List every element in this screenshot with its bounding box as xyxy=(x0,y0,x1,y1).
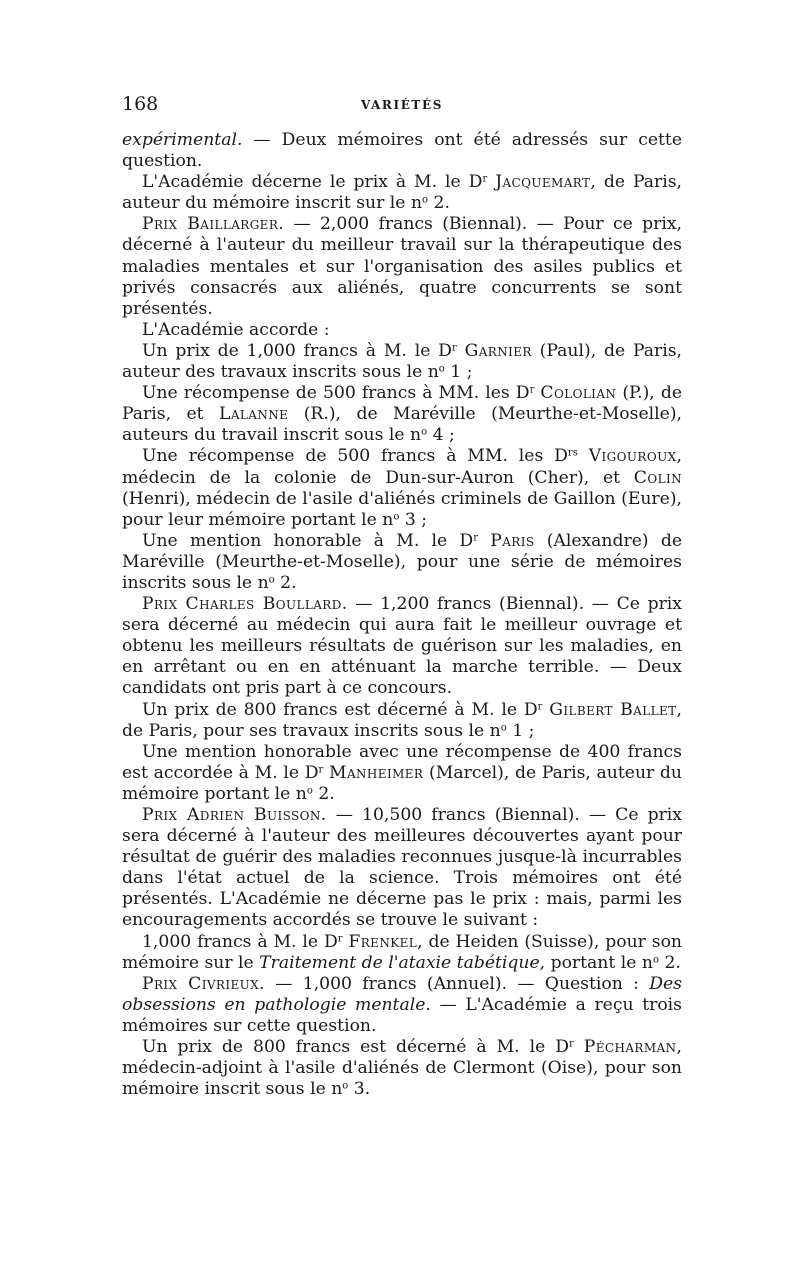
text-run: — 2,000 francs (Biennal). — Pour ce prix, décerné à l'auteur du meilleur travail sur la thérapeutique des maladies mentales et sur l'organisation des asiles publics et privés consacrés aux aliénés, quatre concurrents se sont présentés. xyxy=(122,214,682,319)
text-run: (Paul), de Paris, auteur des travaux inscrits sous le n xyxy=(122,340,682,383)
superscript: o xyxy=(652,954,659,966)
paragraph xyxy=(122,383,682,446)
paragraph xyxy=(122,320,682,341)
small-caps-name: Paris xyxy=(490,530,535,551)
small-caps-name: Lalanne xyxy=(219,404,289,425)
italic-text: Traitement de l'ataxie tabétique xyxy=(259,952,540,973)
text-run: 2. xyxy=(312,783,335,804)
superscript: rs xyxy=(567,447,578,459)
text-run: 2. xyxy=(428,193,450,214)
text-run: 3. xyxy=(348,1079,371,1100)
superscript: o xyxy=(421,426,428,438)
paragraph xyxy=(122,1037,682,1100)
text-run xyxy=(578,446,589,466)
text-run: — 1,000 francs (Annuel). — Question : xyxy=(265,973,650,994)
small-caps-name: Manheimer xyxy=(328,762,424,783)
text-run: — 1,200 francs (Biennal). — Ce prix sera décerné au médecin qui aura fait le meilleur ouvrage et obtenu les meilleurs résultats de guérison sur les maladies, en en arrêtant ou en en atténuant la marche terrible. — Deux candidats ont pris part à ce concours. xyxy=(122,594,682,699)
text-run: 2. xyxy=(658,952,681,973)
italic-text: Des obsessions en pathologie mentale. xyxy=(122,973,682,1015)
text-run: Un prix de 1,000 francs à M. le D xyxy=(142,340,452,361)
superscript: o xyxy=(268,574,275,586)
small-caps-name: Garnier xyxy=(464,340,532,361)
italic-text: expérimental. xyxy=(122,130,243,150)
paragraph xyxy=(122,341,682,383)
text-run: 3 ; xyxy=(399,509,428,530)
superscript: r xyxy=(473,532,478,544)
text-run: (R.), de Maréville (Meurthe-et-Moselle), auteurs du travail inscrit sous le n xyxy=(122,404,682,446)
text-run: Un prix de 800 francs est décerné à M. le D xyxy=(142,1037,570,1058)
paragraph xyxy=(122,700,682,742)
paragraph xyxy=(122,932,682,974)
text-run xyxy=(478,531,490,551)
text-run: Une mention honorable avec une récompense de 400 francs est accordée à M. le D xyxy=(122,741,682,783)
running-title: VARIÉTÉS xyxy=(361,98,443,112)
small-caps-name: Gilbert Ballet xyxy=(549,699,677,720)
text-run: (Marcel), de Paris, auteur du mémoire portant le n xyxy=(122,762,682,804)
superscript: o xyxy=(422,194,429,206)
text-run: Un prix de 800 francs est décerné à M. le D xyxy=(142,699,538,720)
paragraph xyxy=(122,531,682,594)
text-run xyxy=(574,1037,584,1057)
page-number: 168 xyxy=(122,93,159,115)
text-run xyxy=(457,341,465,361)
paragraph xyxy=(122,130,682,172)
superscript: r xyxy=(482,173,488,185)
small-caps-name: Frenkel xyxy=(348,931,418,952)
text-run: (Henri), médecin de l'asile d'aliénés criminels de Gaillon (Eure), pour leur mémoire portant le n xyxy=(122,488,682,530)
small-caps-name: Cololian xyxy=(540,383,617,404)
small-caps-name: Prix Adrien Buisson. xyxy=(142,805,327,825)
superscript: r xyxy=(537,701,543,713)
paragraph xyxy=(122,446,682,530)
text-run: , médecin-adjoint à l'asile d'aliénés de Clermont (Oise), pour son mémoire inscrit sous le n xyxy=(122,1037,682,1100)
text-run: 1 ; xyxy=(444,362,473,383)
small-caps-name: Colin xyxy=(633,467,682,488)
small-caps-name: Jacquemart xyxy=(495,172,591,193)
superscript: o xyxy=(306,785,313,797)
superscript: o xyxy=(393,511,400,523)
text-run: 1,000 francs à M. le D xyxy=(142,931,338,952)
small-caps-name: Vigouroux xyxy=(588,446,677,467)
text-run: , médecin de la colonie de Dun-sur-Auron (Cher), et xyxy=(122,446,682,488)
paragraph xyxy=(122,172,682,214)
text-run xyxy=(487,172,495,192)
text-run: Une récompense de 500 francs à MM. les D xyxy=(142,446,568,467)
small-caps-name: Prix Charles Boullard. xyxy=(142,594,348,615)
text-run: L'Académie accorde : xyxy=(142,319,330,340)
text-run: 2. xyxy=(274,572,297,593)
superscript: r xyxy=(569,1038,574,1050)
text-run: (P.), de Paris, et xyxy=(122,383,682,425)
paragraph xyxy=(122,594,682,699)
text-run: , portant le n xyxy=(539,952,653,973)
text-run: — 10,500 francs (Biennal). — Ce prix sera décerné à l'auteur des meilleures découvertes ayant pour résultat de guérir des maladies reconnues jusque-là incurrables dans l'état actuel de la science. Trois mémoires ont été présentés. L'Académie ne décerne pas le prix : mais, parmi les encouragements accordés se trouve le suivant : xyxy=(122,805,682,931)
text-run: — L'Académie a reçu trois mémoires sur cette question. xyxy=(122,994,682,1036)
superscript: o xyxy=(342,1080,349,1092)
superscript: o xyxy=(500,722,507,734)
text-run: 1 ; xyxy=(506,720,535,741)
text-run: L'Académie décerne le prix à M. le D xyxy=(142,172,483,193)
superscript: o xyxy=(438,363,445,375)
text-run: , de Paris, pour ses travaux inscrits sous le n xyxy=(122,699,682,741)
small-caps-name: Prix Civrieux. xyxy=(142,973,265,994)
page-header xyxy=(122,92,682,116)
text-run: — Deux mémoires ont été adressés sur cette question. xyxy=(122,130,682,172)
text-run: , de Paris, auteur du mémoire inscrit sur le n xyxy=(122,172,682,214)
text-run: 4 ; xyxy=(427,425,455,446)
text-run: , de Heiden (Suisse), pour son mémoire sur le xyxy=(122,931,682,973)
superscript: r xyxy=(318,764,324,776)
superscript: r xyxy=(451,342,457,354)
small-caps-name: Prix Baillarger. xyxy=(142,214,285,235)
paragraph xyxy=(122,974,682,1037)
text-run: (Alexandre) de Maréville (Meurthe-et-Moselle), pour une série de mémoires inscrits sous le n xyxy=(122,530,682,593)
paragraph xyxy=(122,742,682,805)
paragraph xyxy=(122,805,682,932)
superscript: r xyxy=(529,384,535,396)
superscript: r xyxy=(337,933,343,945)
text-run: Une mention honorable à M. le D xyxy=(142,530,474,551)
small-caps-name: Pécharman xyxy=(583,1037,677,1058)
paragraph xyxy=(122,214,682,319)
page-body xyxy=(122,130,682,1100)
text-run: Une récompense de 500 francs à MM. les D xyxy=(142,383,530,404)
